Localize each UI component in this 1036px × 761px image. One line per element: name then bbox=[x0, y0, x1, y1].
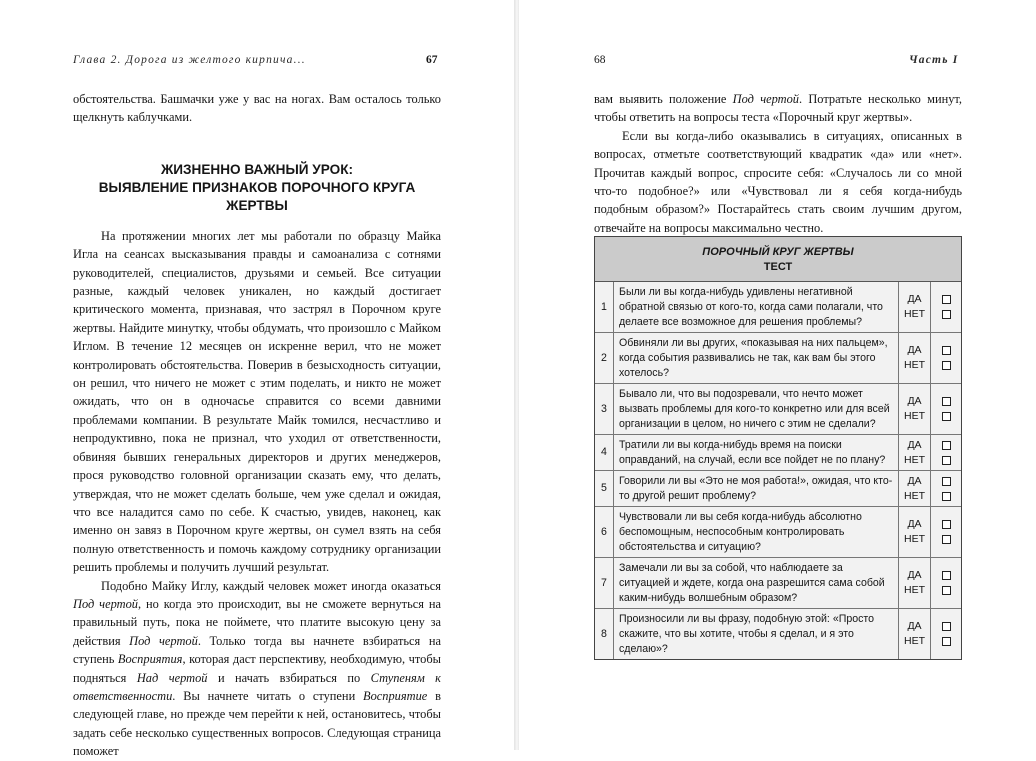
answer-labels bbox=[899, 333, 931, 383]
left-text-block bbox=[73, 90, 441, 761]
question-number: 7 bbox=[595, 558, 614, 608]
test-row bbox=[595, 558, 961, 609]
test-row bbox=[595, 507, 961, 558]
no-checkbox[interactable] bbox=[942, 637, 951, 646]
heading-line-3: ЖЕРТВЫ bbox=[226, 197, 288, 213]
test-row bbox=[595, 471, 961, 507]
test-row bbox=[595, 333, 961, 384]
section-heading bbox=[73, 161, 441, 215]
heading-line-2: ВЫЯВЛЕНИЕ ПРИЗНАКОВ ПОРОЧНОГО КРУГА bbox=[98, 179, 416, 195]
yes-label: ДА bbox=[907, 474, 922, 487]
body-paragraph-2: Подобно Майку Иглу, каждый человек может иногда оказаться Под чертой, но когда это происходит, вы не сможете вернуться на правильный путь, пока не поймете, что платите высокую цену за действия Под чертой. Только тогда вы начнете взбираться на ступень Восприятия, которая даст перспективу, необходимую, чтобы подняться Над чертой и начать взбираться по Ступеням к ответственности. Вы начнете читать о ступени Восприятие в следующей главе, но прежде чем перейти к ней, остановитесь, чтобы задать себе несколько существенных вопросов. Следующая страница поможет bbox=[73, 578, 441, 759]
right-page bbox=[519, 0, 1036, 750]
no-label: НЕТ bbox=[904, 635, 925, 647]
yes-label: ДА bbox=[907, 344, 922, 356]
yes-checkbox[interactable] bbox=[942, 441, 951, 450]
answer-labels bbox=[899, 384, 931, 434]
question-number: 5 bbox=[595, 471, 614, 506]
no-checkbox[interactable] bbox=[942, 412, 951, 421]
yes-checkbox[interactable] bbox=[942, 477, 951, 486]
yes-checkbox[interactable] bbox=[942, 571, 951, 580]
yes-label: ДА bbox=[907, 293, 922, 305]
carryover-paragraph: обстоятельства. Башмачки уже у вас на ногах. Вам осталось только щелкнуть каблучками. bbox=[73, 92, 441, 125]
yes-label: ДА bbox=[907, 569, 922, 581]
no-checkbox[interactable] bbox=[942, 492, 951, 501]
answer-checkboxes bbox=[931, 609, 961, 659]
right-text-block bbox=[594, 90, 962, 237]
yes-label: ДА bbox=[907, 518, 922, 530]
no-label: НЕТ bbox=[904, 533, 925, 545]
right-page-number: 68 bbox=[594, 54, 606, 66]
body-paragraph-1: На протяжении многих лет мы работали по образцу Майка Игла на сеансах высказывания правды и самоанализа с сотнями руководителей, специалистов, друзьями и семьей. Все ситуации разные, каждый человек уникален, но каждый достигает критического момента, признавая, что застрял в Порочном круге жертвы. Найдите минутку, чтобы обдумать, что произошло с Майком Иглом. В течение 12 месяцев он искренне верил, что не может контролировать обстоятельства. Поверив в безысходность ситуации, он решил, что ничего не может с этим поделать, и никто не может ожидать, что он в одночасье справится со всеми давними проблемами компании. В результате Майк томился, несчастливо и непродуктивно, пока не признал, что уходил от ответственности, обвиняя бывших генеральных директоров и других менеджеров, прося руководство головной организации сказать ему, что делать, утверждая, что не может сделать больше, чем уже сделал и ожидая, что все наладится само по себе. К счастью, увидев, наконец, как именно он завяз в Порочном круге жертвы, он сумел взять на себя полную ответственность и помочь каждому сотруднику организации решить проблемы и получить лучший результат. bbox=[73, 228, 441, 575]
victim-cycle-test-table bbox=[594, 236, 962, 660]
yes-checkbox[interactable] bbox=[942, 346, 951, 355]
question-text: Произносили ли вы фразу, подобную этой: «Просто скажите, что вы хотите, чтобы я сделал, и я это сделаю»? bbox=[614, 609, 899, 659]
answer-checkboxes bbox=[931, 471, 961, 506]
answer-checkboxes bbox=[931, 558, 961, 608]
intro-paragraph-1: вам выявить положение Под чертой. Потратьте несколько минут, чтобы ответить на вопросы теста «Порочный круг жертвы». bbox=[594, 92, 962, 125]
left-page bbox=[0, 0, 516, 759]
right-running-head: Часть I bbox=[909, 54, 959, 66]
left-page-number: 67 bbox=[426, 54, 438, 66]
question-text: Говорили ли вы «Это не моя работа!», ожидая, что кто-то другой решит проблему? bbox=[614, 471, 899, 506]
no-label: НЕТ bbox=[904, 410, 925, 422]
no-checkbox[interactable] bbox=[942, 586, 951, 595]
no-label: НЕТ bbox=[904, 584, 925, 596]
question-number: 1 bbox=[595, 282, 614, 332]
answer-labels bbox=[899, 609, 931, 659]
yes-checkbox[interactable] bbox=[942, 295, 951, 304]
no-label: НЕТ bbox=[904, 489, 925, 502]
answer-labels bbox=[899, 558, 931, 608]
question-number: 3 bbox=[595, 384, 614, 434]
heading-line-1: ЖИЗНЕННО ВАЖНЫЙ УРОК: bbox=[160, 161, 354, 177]
question-text: Обвиняли ли вы других, «показывая на них пальцем», когда события развивались не так, как вам бы этого хотелось? bbox=[614, 333, 899, 383]
answer-labels bbox=[899, 435, 931, 470]
answer-checkboxes bbox=[931, 333, 961, 383]
test-rows bbox=[595, 282, 961, 659]
yes-checkbox[interactable] bbox=[942, 520, 951, 529]
answer-checkboxes bbox=[931, 507, 961, 557]
yes-label: ДА bbox=[907, 395, 922, 407]
test-row bbox=[595, 609, 961, 659]
yes-label: ДА bbox=[907, 438, 922, 451]
answer-labels bbox=[899, 507, 931, 557]
test-row bbox=[595, 384, 961, 435]
test-row bbox=[595, 282, 961, 333]
no-checkbox[interactable] bbox=[942, 310, 951, 319]
yes-checkbox[interactable] bbox=[942, 397, 951, 406]
intro-paragraph-2: Если вы когда-либо оказывались в ситуациях, описанных в вопросах, отметьте соответствующий квадратик «да» или «нет». Прочитав каждый вопрос, спросите себя: «Случалось ли со мной что-то подобное?» или «Чувствовал ли я себя когда-нибудь подобным образом?» Постарайтесь стать своим лучшим другом, отвечайте на вопросы максимально честно. bbox=[594, 128, 962, 235]
answer-checkboxes bbox=[931, 435, 961, 470]
question-text: Замечали ли вы за собой, что наблюдаете за ситуацией и ждете, когда она разрешится сама собой каким-нибудь волшебным образом? bbox=[614, 558, 899, 608]
answer-labels bbox=[899, 282, 931, 332]
yes-checkbox[interactable] bbox=[942, 622, 951, 631]
answer-checkboxes bbox=[931, 384, 961, 434]
question-number: 6 bbox=[595, 507, 614, 557]
no-checkbox[interactable] bbox=[942, 361, 951, 370]
test-subtitle: ТЕСТ bbox=[763, 261, 793, 273]
test-header bbox=[595, 237, 961, 282]
answer-labels bbox=[899, 471, 931, 506]
question-number: 2 bbox=[595, 333, 614, 383]
no-checkbox[interactable] bbox=[942, 456, 951, 465]
question-text: Бывало ли, что вы подозревали, что нечто может вызвать проблемы для кого-то конкретно или для всей организации в целом, но ничего с этим не сделали? bbox=[614, 384, 899, 434]
no-label: НЕТ bbox=[904, 359, 925, 371]
no-label: НЕТ bbox=[904, 453, 925, 466]
question-text: Были ли вы когда-нибудь удивлены негативной обратной связью от кого-то, когда сами полагали, что делаете все возможное для решения проблемы? bbox=[614, 282, 899, 332]
test-row bbox=[595, 435, 961, 471]
question-number: 4 bbox=[595, 435, 614, 470]
test-title: ПОРОЧНЫЙ КРУГ ЖЕРТВЫ bbox=[702, 246, 854, 258]
question-number: 8 bbox=[595, 609, 614, 659]
no-label: НЕТ bbox=[904, 308, 925, 320]
no-checkbox[interactable] bbox=[942, 535, 951, 544]
left-running-head: Глава 2. Дорога из желтого кирпича... bbox=[73, 54, 306, 66]
answer-checkboxes bbox=[931, 282, 961, 332]
question-text: Тратили ли вы когда-нибудь время на поиски оправданий, на случай, если все пойдет не по плану? bbox=[614, 435, 899, 470]
yes-label: ДА bbox=[907, 620, 922, 632]
question-text: Чувствовали ли вы себя когда-нибудь абсолютно беспомощным, неспособным контролировать обстоятельства и ситуацию? bbox=[614, 507, 899, 557]
